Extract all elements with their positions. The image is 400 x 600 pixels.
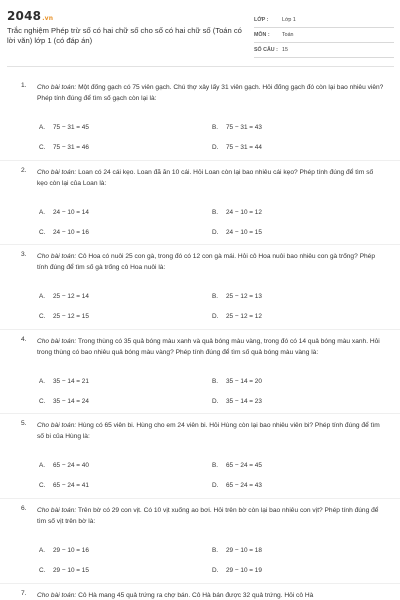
document-header [0, 0, 400, 62]
header-divider [7, 66, 394, 67]
option-letter: A. [39, 124, 46, 131]
answer-option[interactable] [39, 124, 89, 131]
question-keyword: Cho bài toán: [37, 337, 77, 345]
question-number: 3. [21, 251, 27, 259]
option-text: 29 − 10 = 16 [53, 546, 89, 554]
question-item [0, 499, 400, 584]
meta-value: Toán [282, 32, 294, 38]
meta-row-grade [254, 13, 394, 28]
question-text [37, 336, 385, 358]
option-text: 65 − 24 = 45 [226, 462, 262, 470]
answer-option[interactable] [212, 378, 262, 385]
meta-key: MÔN : [254, 32, 270, 38]
option-letter: D. [212, 228, 219, 236]
option-letter: C. [39, 397, 46, 405]
option-letter: B. [212, 462, 219, 470]
option-text: 35 − 14 = 24 [53, 397, 89, 405]
question-body: Trong thùng có 35 quả bóng màu xanh và quả bóng màu vàng, trong đó có 14 quả bóng màu xanh. Hỏi trong thùng có bao nhiêu quả bóng màu vàng? Phép tính đúng để tìm số quả bóng màu vàng là: [37, 337, 380, 356]
answer-option[interactable] [39, 229, 89, 236]
question-text [37, 167, 385, 189]
option-letter: A. [39, 293, 46, 301]
option-letter: B. [212, 124, 219, 131]
answer-option[interactable] [39, 567, 89, 574]
question-number: 5. [21, 420, 27, 428]
option-letter: C. [39, 228, 46, 236]
answer-option[interactable] [39, 144, 89, 151]
question-body: Hùng có 65 viên bi. Hùng cho em 24 viên bi. Hỏi Hùng còn lại bao nhiêu viên bi? Phép tính đúng để tìm số bi của Hùng là: [37, 422, 380, 441]
document-meta [254, 13, 394, 58]
document-title: Trắc nghiệm Phép trừ số có hai chữ số cho số có hai chữ số (Toán có lời văn) lớp 1 (có đáp án) [7, 26, 242, 45]
question-text [37, 505, 385, 527]
option-text: 75 − 31 = 46 [53, 144, 89, 151]
question-body: Loan có 24 cái kẹo. Loan đã ăn 10 cái. Hỏi Loan còn lại bao nhiêu cái kẹo? Phép tính đúng để tìm số kẹo còn lại của Loan là: [37, 168, 374, 187]
option-letter: C. [39, 566, 46, 574]
option-text: 35 − 14 = 21 [53, 377, 89, 385]
option-text: 29 − 10 = 15 [53, 566, 89, 574]
option-letter: B. [212, 377, 219, 385]
question-number: 4. [21, 335, 27, 343]
option-letter: C. [39, 313, 46, 321]
question-item [0, 161, 400, 246]
meta-value: Lớp 1 [282, 17, 296, 23]
option-letter: D. [212, 482, 219, 490]
option-letter: D. [212, 397, 219, 405]
question-keyword: Cho bài toán: [37, 506, 77, 514]
option-letter: A. [39, 546, 46, 554]
answer-option[interactable] [39, 378, 89, 385]
option-text: 75 − 31 = 44 [226, 144, 262, 151]
option-text: 75 − 31 = 43 [226, 124, 262, 131]
option-letter: B. [212, 208, 219, 216]
answer-option[interactable] [212, 229, 262, 236]
question-keyword: Cho bài toán: [37, 591, 77, 599]
question-item [0, 414, 400, 499]
answer-option[interactable] [212, 462, 262, 469]
question-number: 7. [21, 589, 27, 597]
option-letter: D. [212, 144, 219, 151]
question-item [0, 245, 400, 330]
answer-option[interactable] [39, 209, 89, 216]
question-keyword: Cho bài toán: [37, 168, 77, 176]
option-text: 65 − 24 = 43 [226, 482, 262, 490]
question-text [37, 420, 385, 442]
question-body: Cô Hoa có nuôi 25 con gà, trong đó có 12 con gà mái. Hỏi cô Hoa nuôi bao nhiêu con gà trống? Phép tính đúng để tìm số gà trống cô Hoa nuôi là: [37, 253, 375, 272]
option-text: 25 − 12 = 13 [226, 293, 262, 301]
question-item [0, 330, 400, 415]
question-text [37, 82, 385, 104]
answer-option[interactable] [39, 482, 89, 489]
option-text: 29 − 10 = 19 [226, 566, 262, 574]
answer-option[interactable] [212, 313, 262, 320]
question-body: Cô Hà mang 45 quả trứng ra chợ bán. Cô Hà bán được 32 quả trứng. Hỏi cô Hà [76, 591, 314, 599]
answer-option[interactable] [39, 547, 89, 554]
option-text: 24 − 10 = 12 [226, 208, 262, 216]
option-letter: A. [39, 208, 46, 216]
answer-option[interactable] [212, 293, 262, 300]
option-text: 29 − 10 = 18 [226, 546, 262, 554]
answer-option[interactable] [212, 124, 262, 131]
question-list [0, 76, 400, 600]
question-number: 1. [21, 82, 27, 89]
answer-option[interactable] [212, 567, 262, 574]
option-letter: A. [39, 377, 46, 385]
answer-option[interactable] [39, 293, 89, 300]
answer-option[interactable] [212, 547, 262, 554]
meta-key: LỚP : [254, 17, 269, 23]
option-letter: C. [39, 482, 46, 490]
option-letter: B. [212, 293, 219, 301]
meta-row-count [254, 43, 394, 58]
question-number: 6. [21, 504, 27, 512]
question-keyword: Cho bài toán: [37, 253, 77, 261]
answer-option[interactable] [39, 313, 89, 320]
option-text: 24 − 10 = 14 [53, 208, 89, 216]
answer-option[interactable] [212, 398, 262, 405]
question-item [0, 76, 400, 161]
option-text: 65 − 24 = 40 [53, 462, 89, 470]
option-text: 35 − 14 = 20 [226, 377, 262, 385]
option-letter: D. [212, 566, 219, 574]
answer-option[interactable] [39, 398, 89, 405]
question-body: Trên bờ có 29 con vịt. Có 10 vịt xuống ao bơi. Hỏi trên bờ còn lại bao nhiêu con vịt? Phép tính đúng để tìm số vịt trên bờ là: [37, 506, 379, 525]
answer-option[interactable] [39, 462, 89, 469]
option-letter: D. [212, 313, 219, 321]
meta-value: 15 [282, 47, 288, 53]
option-text: 35 − 14 = 23 [226, 397, 262, 405]
question-text [37, 590, 385, 600]
option-text: 25 − 12 = 15 [53, 313, 89, 321]
option-text: 24 − 10 = 16 [53, 228, 89, 236]
question-text [37, 251, 385, 273]
option-letter: B. [212, 546, 219, 554]
question-body: Một đống gạch có 75 viên gạch. Chú thợ xây lấy 31 viên gạch. Hỏi đống gạch đó còn lại bao nhiêu viên? Phép tính đúng để tìm số gạch còn lại là: [37, 84, 384, 102]
option-text: 24 − 10 = 15 [226, 228, 262, 236]
question-number: 2. [21, 166, 27, 174]
answer-option[interactable] [212, 482, 262, 489]
answer-option[interactable] [212, 209, 262, 216]
question-item [0, 584, 400, 600]
question-keyword: Cho bài toán: [37, 422, 77, 430]
meta-key: SỐ CÂU : [254, 47, 278, 53]
site-logo[interactable]: 2048.vn [7, 9, 54, 23]
option-text: 25 − 12 = 14 [53, 293, 89, 301]
option-text: 25 − 12 = 12 [226, 313, 262, 321]
option-letter: A. [39, 462, 46, 470]
question-keyword: Cho bài toán: [37, 84, 77, 91]
answer-option[interactable] [212, 144, 262, 151]
option-text: 75 − 31 = 45 [53, 124, 89, 131]
option-text: 65 − 24 = 41 [53, 482, 89, 490]
option-letter: C. [39, 144, 46, 151]
meta-row-subject [254, 28, 394, 43]
